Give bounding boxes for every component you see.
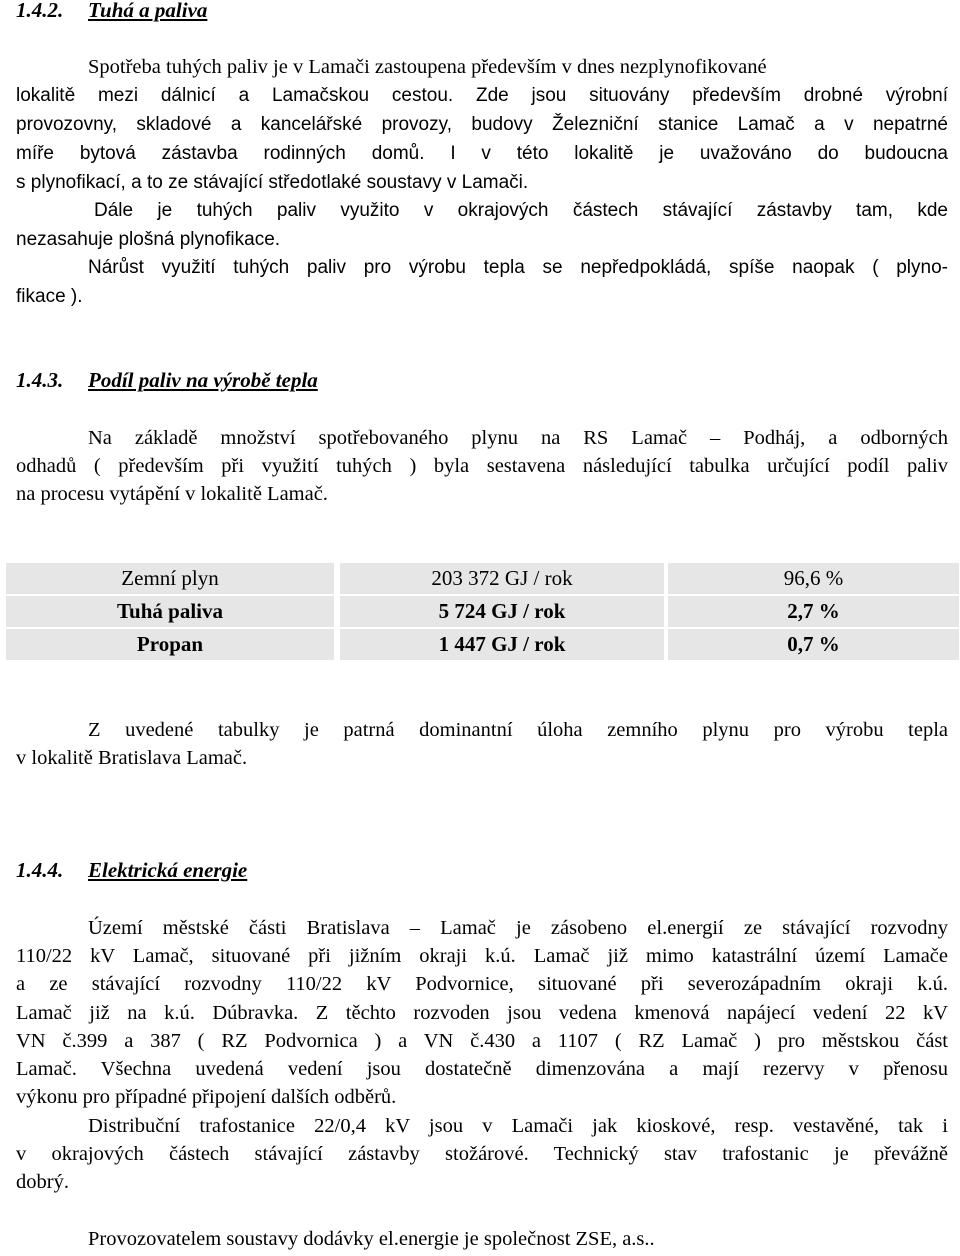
paragraph-line: VN č.399 a 387 ( RZ Podvornica ) a VN č.430 a 1107 ( RZ Lamač ) pro městskou část	[16, 1030, 948, 1052]
paragraph-line: výkonu pro případné připojení dalších odběrů.	[16, 1086, 397, 1108]
paragraph-line: Na základě množství spotřebovaného plynu na RS Lamač – Podháj, a odborných	[88, 427, 948, 449]
table-cell-amount: 203 372 GJ / rok	[340, 563, 664, 594]
paragraph-line: Z uvedené tabulky je patrná dominantní úloha zemního plynu pro výrobu tepla	[88, 719, 948, 741]
paragraph-line: míře bytová zástavba rodinných domů. I v této lokalitě je uvažováno do budoucna	[16, 143, 948, 164]
paragraph-line: a ze stávající rozvodny 110/22 kV Podvornice, situované při severozápadním okraji k.ú.	[16, 973, 948, 995]
table-row	[6, 596, 959, 627]
table-cell-share: 0,7 %	[668, 629, 959, 660]
table-cell-fuel: Propan	[6, 629, 334, 660]
paragraph-line: v okrajových částech stávající zástavby stožárové. Technický stav trafostanic je převážně	[16, 1143, 948, 1165]
paragraph-line: Lamač. Všechna uvedená vedení jsou dostatečně dimenzována a mají rezervy v přenosu	[16, 1058, 948, 1080]
table-cell-share: 2,7 %	[668, 596, 959, 627]
paragraph-line: 110/22 kV Lamač, situované při jižním okraji k.ú. Lamač již mimo katastrální území Lamače	[16, 945, 948, 967]
paragraph-line: Nárůst využití tuhých paliv pro výrobu tepla se nepředpokládá, spíše naopak ( plyno-	[88, 257, 948, 278]
paragraph-line: provozovny, skladové a kancelářské provozy, budovy Železniční stanice Lamač a v nepatrné	[16, 114, 948, 135]
section-title: Tuhá a paliva	[88, 0, 208, 22]
paragraph-line: dobrý.	[16, 1171, 69, 1193]
paragraph-line: Distribuční trafostanice 22/0,4 kV jsou v Lamači jak kioskové, resp. vestavěné, tak i	[88, 1115, 948, 1137]
section-heading-142	[16, 0, 207, 23]
paragraph-line: fikace ).	[16, 286, 83, 307]
paragraph-line: s plynofikací, a to ze stávající středotlaké soustavy v Lamači.	[16, 172, 529, 193]
paragraph-line: lokalitě mezi dálnicí a Lamačskou cestou. Zde jsou situovány především drobné výrobní	[16, 85, 948, 106]
paragraph-line: v lokalitě Bratislava Lamač.	[16, 747, 248, 769]
section-title: Elektrická energie	[88, 858, 248, 882]
paragraph-line: na procesu vytápění v lokalitě Lamač.	[16, 483, 328, 505]
paragraph-line: Provozovatelem soustavy dodávky el.energie je společnost ZSE, a.s..	[88, 1228, 655, 1250]
paragraph-line: odhadů ( především při využití tuhých ) byla sestavena následující tabulka určující podíl paliv	[16, 455, 948, 477]
paragraph-line: Spotřeba tuhých paliv je v Lamači zastoupena především v dnes nezplynofikované	[88, 56, 767, 78]
section-heading-144	[16, 858, 247, 883]
paragraph-line: nezasahuje plošná plynofikace.	[16, 229, 281, 250]
section-number: 1.4.2.	[16, 0, 64, 22]
table-row	[6, 563, 959, 594]
table-cell-fuel: Zemní plyn	[6, 563, 334, 594]
section-heading-143	[16, 368, 318, 393]
paragraph-line: Dále je tuhých paliv využito v okrajových částech stávající zástavby tam, kde	[94, 200, 948, 221]
table-row	[6, 629, 959, 660]
section-number: 1.4.4.	[16, 858, 64, 882]
table-cell-share: 96,6 %	[668, 563, 959, 594]
paragraph-line: Území městské části Bratislava – Lamač je zásobeno el.energií ze stávající rozvodny	[88, 917, 948, 939]
section-number: 1.4.3.	[16, 368, 64, 392]
section-title: Podíl paliv na výrobě tepla	[88, 368, 318, 392]
table-cell-amount: 1 447 GJ / rok	[340, 629, 664, 660]
table-cell-fuel: Tuhá paliva	[6, 596, 334, 627]
table-cell-amount: 5 724 GJ / rok	[340, 596, 664, 627]
paragraph-line: Lamač již na k.ú. Dúbravka. Z těchto rozvoden jsou vedena kmenová napájecí vedení 22 kV	[16, 1002, 948, 1024]
